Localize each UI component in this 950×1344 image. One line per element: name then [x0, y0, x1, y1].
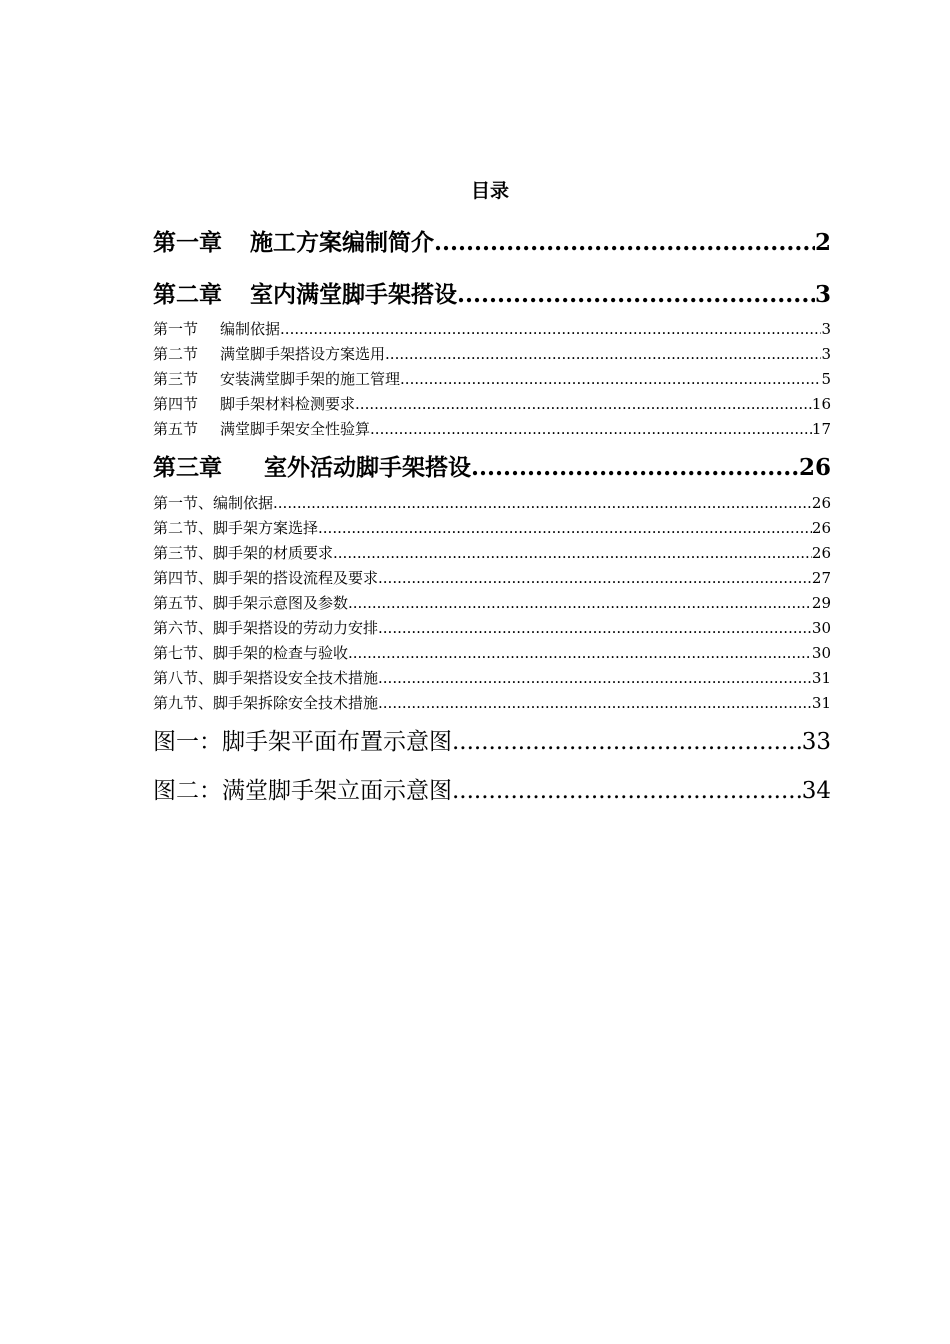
- toc-entry-label: [153, 723, 452, 756]
- toc-entry-label: [153, 449, 471, 482]
- toc-entry-text: 编制依据: [220, 320, 281, 338]
- toc-entry-text: 安装满堂脚手架的施工管理: [220, 370, 401, 388]
- toc-entry-text: 施工方案编制简介: [250, 229, 434, 256]
- toc-page-number: 26: [811, 544, 831, 562]
- dot-leader: [378, 669, 812, 687]
- toc-entry-figure[interactable]: [153, 723, 831, 755]
- toc-entry-text: 第四节、脚手架的搭设流程及要求: [153, 569, 379, 587]
- toc-entry-text: 第七节、脚手架的检查与验收: [153, 644, 349, 662]
- toc-entry-text: 图二：满堂脚手架立面示意图: [153, 778, 452, 804]
- toc-entry-section[interactable]: [153, 318, 831, 340]
- toc-entry-section[interactable]: [153, 667, 831, 689]
- toc-page-number: 16: [811, 395, 831, 413]
- toc-entry-label: [153, 368, 400, 389]
- toc-entry-label: [153, 492, 273, 513]
- toc-page-number: 31: [811, 669, 831, 687]
- toc-entry-label: [153, 772, 452, 805]
- toc-entry-section[interactable]: [153, 692, 831, 714]
- dot-leader: [434, 229, 815, 256]
- dot-leader: [355, 395, 812, 413]
- toc-entry-section[interactable]: [153, 617, 831, 639]
- toc-entry-label: [153, 692, 378, 713]
- toc-entry-label: [153, 592, 348, 613]
- toc-page-number: 30: [811, 619, 831, 637]
- toc-entry-text: 脚手架材料检测要求: [220, 395, 356, 413]
- toc-entry-text: 第八节、脚手架搭设安全技术措施: [153, 669, 379, 687]
- dot-leader: [348, 594, 812, 612]
- toc-entry-label: [153, 617, 378, 638]
- toc-entry-section[interactable]: [153, 368, 831, 390]
- toc-entry-label: [153, 542, 333, 563]
- toc-entry-number: 第三节: [153, 370, 199, 388]
- toc-page-number: 30: [811, 644, 831, 662]
- toc-page-number: 29: [811, 594, 831, 612]
- toc-entry-label: [153, 318, 280, 339]
- toc-page-number: 3: [814, 281, 831, 308]
- dot-leader: [333, 544, 812, 562]
- toc-entry-chapter[interactable]: [153, 276, 831, 308]
- toc-entry-figure[interactable]: [153, 772, 831, 804]
- toc-page-number: 3: [821, 320, 831, 338]
- toc-page-number: 34: [801, 778, 831, 804]
- toc-entry-section[interactable]: [153, 343, 831, 365]
- toc-entry-label: [153, 224, 434, 257]
- toc-entry-text: 第六节、脚手架搭设的劳动力安排: [153, 619, 379, 637]
- toc-entry-section[interactable]: [153, 492, 831, 514]
- toc-page-number: 17: [811, 420, 831, 438]
- dot-leader: [385, 345, 821, 363]
- toc-entry-section[interactable]: [153, 517, 831, 539]
- toc-page-number: 31: [811, 694, 831, 712]
- toc-entry-text: 第二节、脚手架方案选择: [153, 519, 319, 537]
- dot-leader: [400, 370, 821, 388]
- dot-leader: [280, 320, 821, 338]
- toc-page-number: 3: [821, 345, 831, 363]
- toc-entry-label: [153, 418, 370, 439]
- toc-entry-label: [153, 517, 318, 538]
- toc-entry-text: 第五节、脚手架示意图及参数: [153, 594, 349, 612]
- toc-entry-number: 第五节: [153, 420, 199, 438]
- toc-entry-text: 室内满堂脚手架搭设: [250, 281, 457, 308]
- toc-entry-text: 室外活动脚手架搭设: [264, 454, 471, 481]
- dot-leader: [378, 619, 812, 637]
- toc-entry-section[interactable]: [153, 642, 831, 664]
- dot-leader: [457, 281, 815, 308]
- toc-entry-number: 第三章: [153, 454, 222, 481]
- toc-entry-text: 第九节、脚手架拆除安全技术措施: [153, 694, 379, 712]
- toc-entry-text: 图一：脚手架平面布置示意图: [153, 729, 452, 755]
- toc-page-number: 27: [811, 569, 831, 587]
- toc-entry-label: [153, 567, 378, 588]
- dot-leader: [378, 694, 812, 712]
- toc-page-number: 5: [821, 370, 831, 388]
- dot-leader: [471, 454, 799, 481]
- dot-leader: [370, 420, 812, 438]
- toc-entry-section[interactable]: [153, 542, 831, 564]
- toc-entry-text: 第三节、脚手架的材质要求: [153, 544, 334, 562]
- toc-page-number: 26: [811, 519, 831, 537]
- toc-page-number: 26: [798, 454, 831, 481]
- toc-entry-label: [153, 642, 348, 663]
- toc-entry-text: 满堂脚手架搭设方案选用: [220, 345, 386, 363]
- dot-leader: [378, 569, 812, 587]
- toc-page-number: 33: [801, 729, 831, 755]
- toc-entry-label: [153, 343, 385, 364]
- dot-leader: [452, 729, 802, 755]
- toc-title: 目录: [470, 180, 509, 202]
- toc-page-number: 2: [814, 229, 831, 256]
- toc-entry-number: 第四节: [153, 395, 199, 413]
- toc-entry-section[interactable]: [153, 567, 831, 589]
- toc-entry-label: [153, 276, 457, 309]
- toc-entry-number: 第二节: [153, 345, 199, 363]
- toc-entry-chapter[interactable]: [153, 449, 831, 481]
- dot-leader: [273, 494, 812, 512]
- toc-entry-label: [153, 667, 378, 688]
- toc-page-number: 26: [811, 494, 831, 512]
- toc-entry-number: 第二章: [153, 281, 222, 308]
- dot-leader: [348, 644, 812, 662]
- toc-entry-section[interactable]: [153, 393, 831, 415]
- toc-entry-section[interactable]: [153, 418, 831, 440]
- dot-leader: [452, 778, 802, 804]
- toc-entry-text: 满堂脚手架安全性验算: [220, 420, 371, 438]
- toc-entry-section[interactable]: [153, 592, 831, 614]
- toc-entry-number: 第一节: [153, 320, 199, 338]
- toc-entry-number: 第一章: [153, 229, 222, 256]
- toc-entry-text: 第一节、编制依据: [153, 494, 274, 512]
- toc-entry-label: [153, 393, 355, 414]
- toc-entry-chapter[interactable]: [153, 224, 831, 256]
- dot-leader: [318, 519, 812, 537]
